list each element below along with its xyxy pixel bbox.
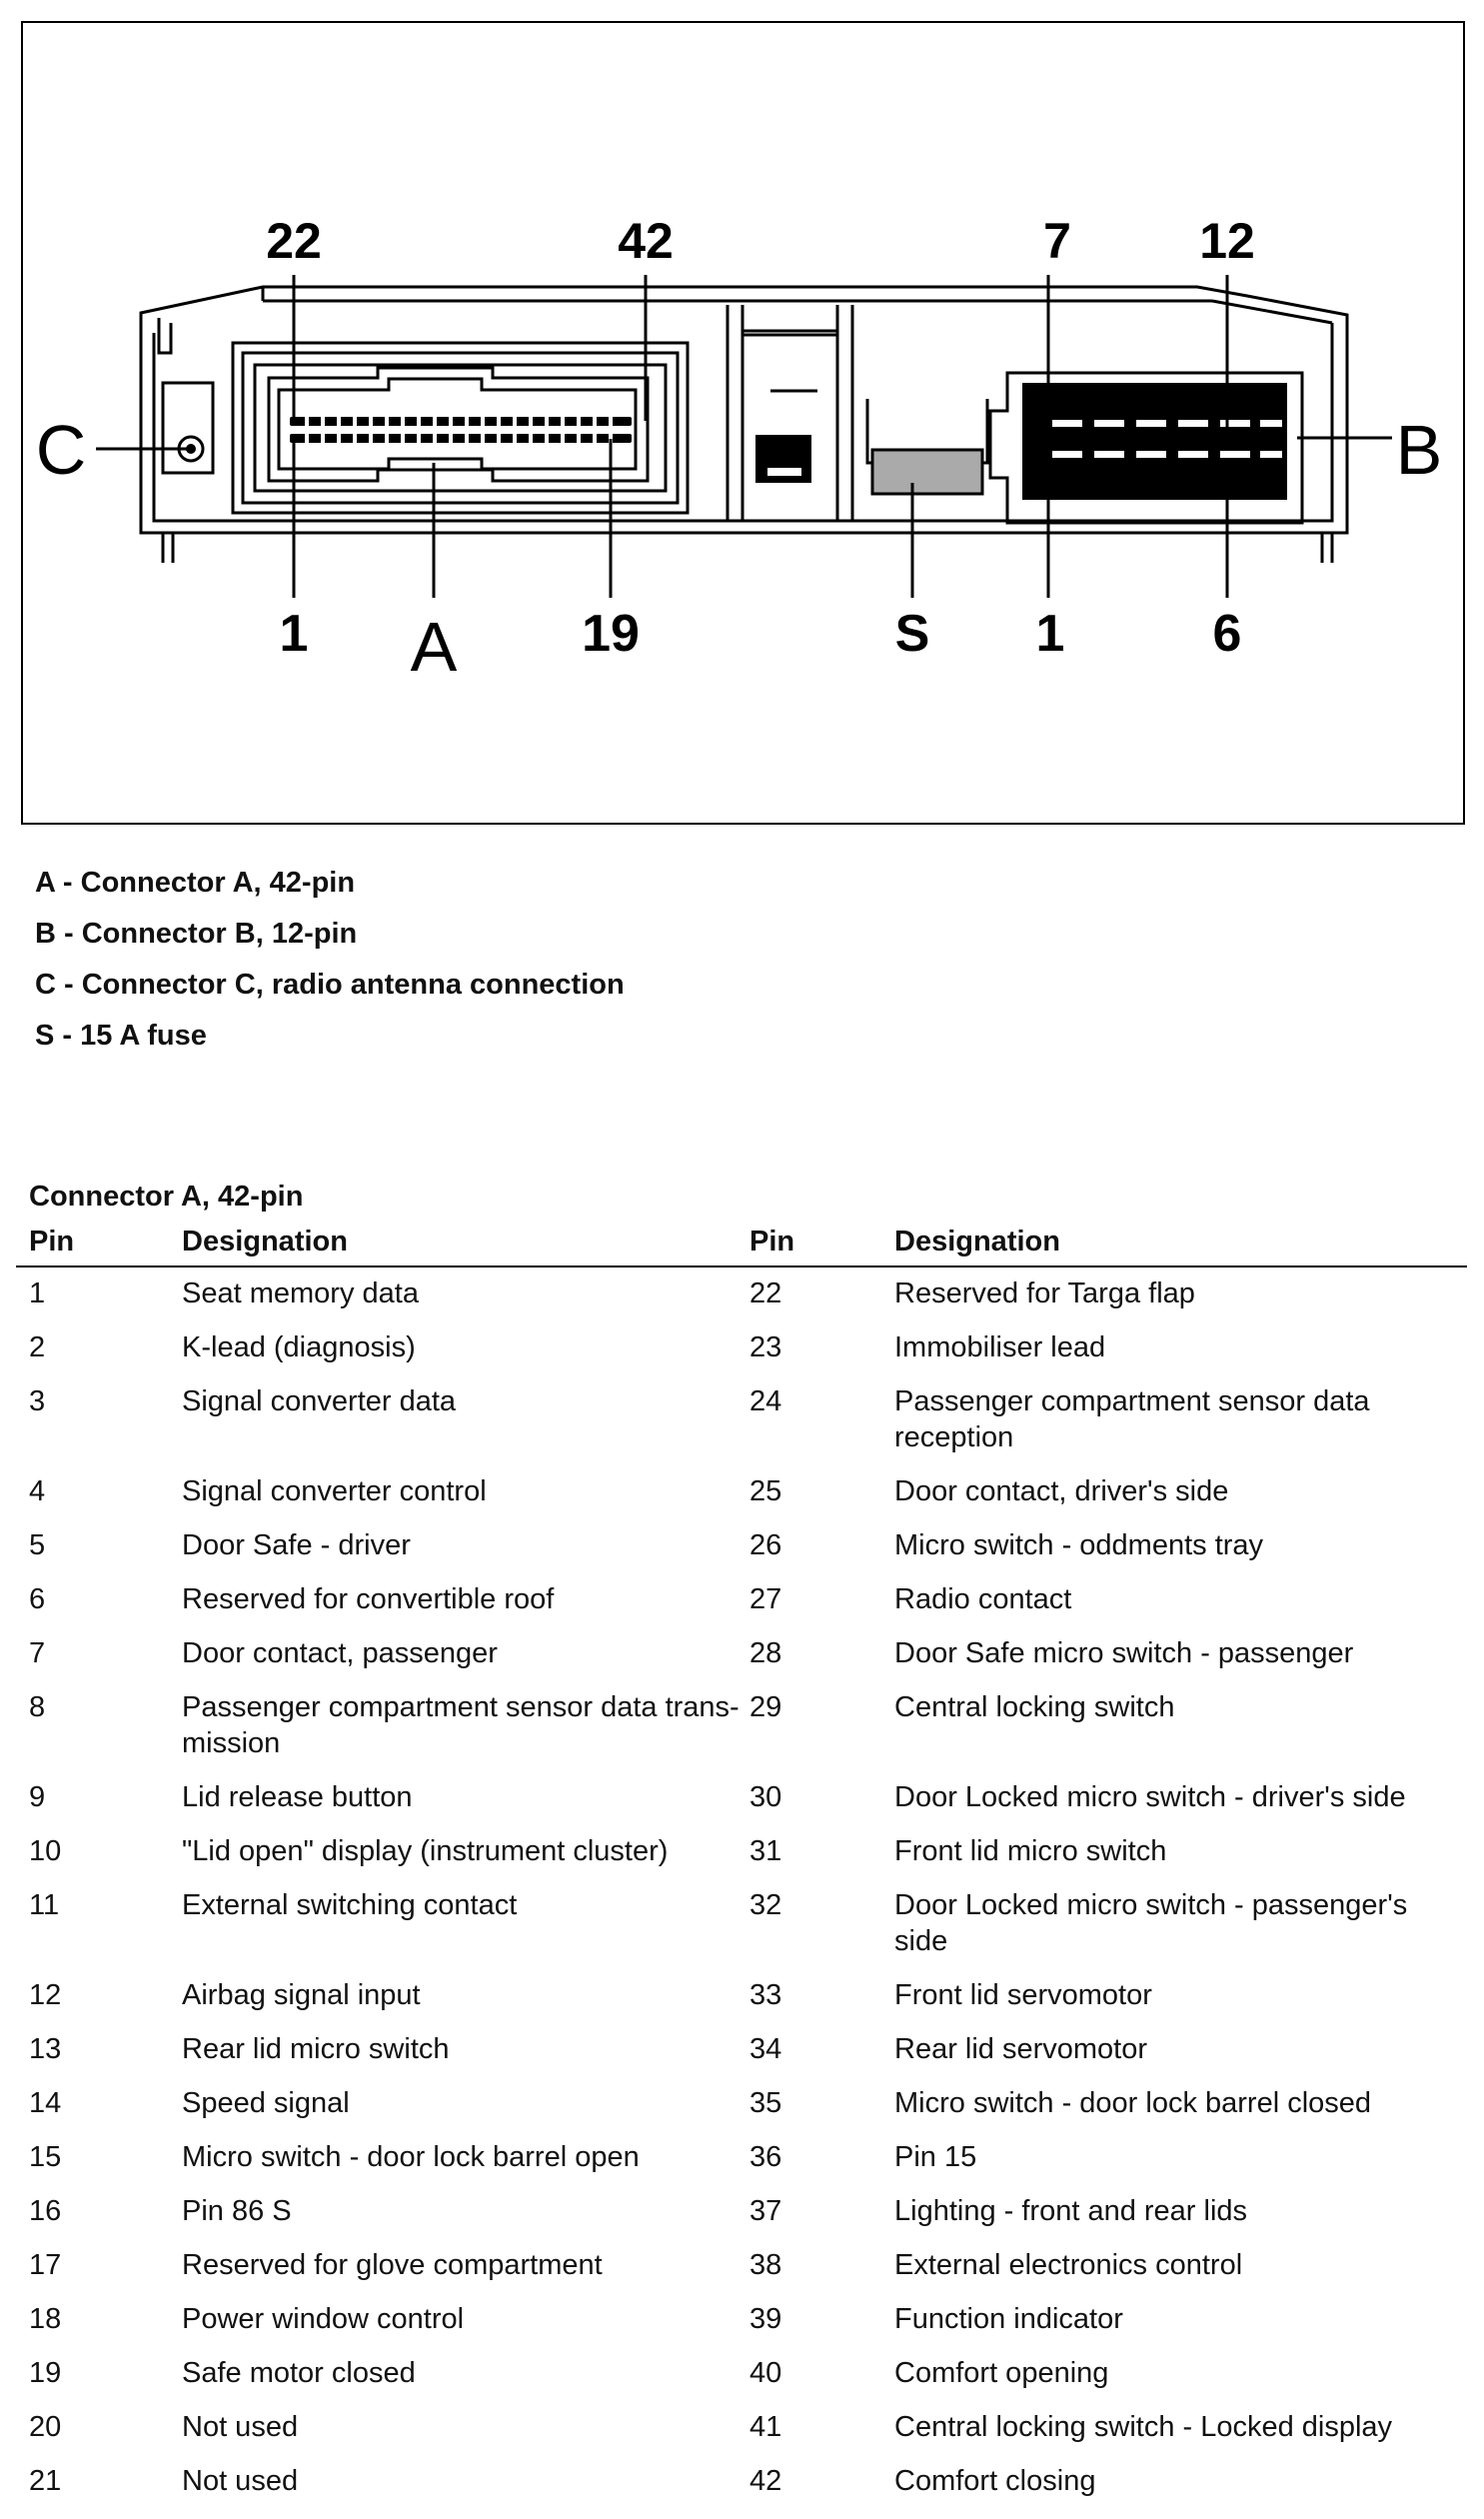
callout-pin-7: 7 xyxy=(1043,213,1071,269)
callout-pin-19: 19 xyxy=(582,605,640,663)
pin-number: 15 xyxy=(29,2141,62,2173)
legend-item: B - Connector B, 12-pin xyxy=(35,918,358,950)
pin-designation: Micro switch - door lock barrel open xyxy=(182,2141,640,2173)
pin-designation: Door contact, driver's side xyxy=(894,1475,1229,1507)
switch-slot xyxy=(767,468,801,476)
pin-designation: Micro switch - door lock barrel closed xyxy=(894,2087,1372,2119)
pin-designation: Lighting - front and rear lids xyxy=(894,2195,1248,2227)
pin-number: 8 xyxy=(29,1691,46,1723)
table-header-row xyxy=(16,1219,1467,1267)
pin-number: 7 xyxy=(29,1637,46,1669)
pin-designation: Front lid servomotor xyxy=(894,1979,1152,2011)
pin-number: 34 xyxy=(749,2033,782,2065)
pin-designation: Door Locked micro switch - driver's side xyxy=(894,1781,1406,1813)
pin-number: 21 xyxy=(29,2465,62,2497)
table-row xyxy=(16,1321,1467,1375)
legend-item: S - 15 A fuse xyxy=(35,1020,207,1052)
header-designation: Designation xyxy=(182,1226,348,1258)
callout-pin-42: 42 xyxy=(618,213,674,269)
middle-section xyxy=(728,305,852,521)
pin-designation: Not used xyxy=(182,2465,299,2497)
pin-designation: Micro switch - oddments tray xyxy=(894,1529,1264,1561)
pin-designation: Lid release button xyxy=(182,1781,413,1813)
connector-b-body xyxy=(1022,383,1287,500)
pin-designation: Reserved for convertible roof xyxy=(182,1583,555,1615)
table-row xyxy=(16,1681,1467,1771)
pin-designation: Not used xyxy=(182,2411,299,2443)
callout-pin-1-connector-a: 1 xyxy=(279,605,309,663)
table-row xyxy=(16,2185,1467,2239)
table-row xyxy=(16,1969,1467,2023)
pin-number: 37 xyxy=(749,2195,782,2227)
callout-pin-1-connector-b: 1 xyxy=(1035,605,1065,663)
pin-number: 25 xyxy=(749,1475,782,1507)
pin-number: 3 xyxy=(29,1385,46,1417)
table-row xyxy=(16,1375,1467,1465)
pin-designation: Rear lid servomotor xyxy=(894,2033,1148,2065)
pin-number: 19 xyxy=(29,2357,62,2389)
pin-number: 31 xyxy=(749,1835,782,1867)
pin-designation: Power window control xyxy=(182,2303,465,2335)
pin-designation: Function indicator xyxy=(894,2303,1123,2335)
pin-designation: External switching contact xyxy=(182,1889,518,1921)
pin-number: 42 xyxy=(749,2465,782,2497)
pin-number: 22 xyxy=(749,1277,782,1309)
pin-designation: Reserved for Targa flap xyxy=(894,1277,1195,1309)
pin-designation: External electronics control xyxy=(894,2249,1243,2281)
pin-number: 30 xyxy=(749,1781,782,1813)
pin-designation: Front lid micro switch xyxy=(894,1835,1167,1867)
table-body xyxy=(16,1267,1467,2509)
callout-label-c: C xyxy=(35,411,87,489)
pin-designation: "Lid open" display (instrument cluster) xyxy=(182,1835,669,1867)
table-row xyxy=(16,2131,1467,2185)
pin-number: 41 xyxy=(749,2411,782,2443)
pin-designation: Central locking switch xyxy=(894,1691,1175,1723)
table-row xyxy=(16,2239,1467,2293)
table-row xyxy=(16,1771,1467,1825)
table-row xyxy=(16,2455,1467,2509)
connector-figure xyxy=(21,21,1465,825)
pin-number: 18 xyxy=(29,2303,62,2335)
pin-designation: Comfort opening xyxy=(894,2357,1109,2389)
pin-designation: Pin 15 xyxy=(894,2141,977,2173)
pin-number: 14 xyxy=(29,2087,62,2119)
pin-number: 35 xyxy=(749,2087,782,2119)
pin-number: 33 xyxy=(749,1979,782,2011)
pin-number: 36 xyxy=(749,2141,782,2173)
header-pin: Pin xyxy=(749,1226,795,1258)
table-row xyxy=(16,1519,1467,1573)
pin-designation: Immobiliser lead xyxy=(894,1331,1106,1363)
pin-number: 12 xyxy=(29,1979,62,2011)
pin-designation: K-lead (diagnosis) xyxy=(182,1331,416,1363)
pin-designation: Door Safe micro switch - passenger xyxy=(894,1637,1354,1669)
pin-number: 17 xyxy=(29,2249,62,2281)
pin-number: 4 xyxy=(29,1475,46,1507)
callout-label-s: S xyxy=(894,605,930,663)
pin-number: 26 xyxy=(749,1529,782,1561)
header-designation: Designation xyxy=(894,1226,1060,1258)
table-row xyxy=(16,1627,1467,1681)
pin-number: 6 xyxy=(29,1583,46,1615)
pin-designation: Rear lid micro switch xyxy=(182,2033,450,2065)
legend xyxy=(35,858,625,1062)
pin-designation: Central locking switch - Locked display xyxy=(894,2411,1393,2443)
pin-number: 38 xyxy=(749,2249,782,2281)
pin-number: 39 xyxy=(749,2303,782,2335)
pin-number: 28 xyxy=(749,1637,782,1669)
pin-designation: Passenger compartment sensor data reception xyxy=(894,1385,1370,1453)
pin-designation: Door contact, passenger xyxy=(182,1637,498,1669)
table-row xyxy=(16,1267,1467,1321)
pin-number: 2 xyxy=(29,1331,46,1363)
table-row xyxy=(16,2077,1467,2131)
pin-number: 20 xyxy=(29,2411,62,2443)
pin-number: 9 xyxy=(29,1781,46,1813)
table-row xyxy=(16,1825,1467,1879)
pin-number: 29 xyxy=(749,1691,782,1723)
pin-designation: Speed signal xyxy=(182,2087,350,2119)
pin-designation: Door Locked micro switch - passenger's side xyxy=(894,1889,1408,1957)
pin-designation: Door Safe - driver xyxy=(182,1529,411,1561)
fuse-s xyxy=(867,399,987,494)
pin-designation: Safe motor closed xyxy=(182,2357,416,2389)
table-row xyxy=(16,2293,1467,2347)
header-pin: Pin xyxy=(29,1226,75,1258)
callout-label-a: A xyxy=(410,608,458,686)
connector-a xyxy=(233,343,688,513)
pin-number: 32 xyxy=(749,1889,782,1921)
table-title: Connector A, 42-pin xyxy=(29,1181,304,1213)
pin-designation: Radio contact xyxy=(894,1583,1072,1615)
pin-designation: Signal converter data xyxy=(182,1385,457,1417)
table-row xyxy=(16,1573,1467,1627)
legend-item: A - Connector A, 42-pin xyxy=(35,867,356,899)
pin-designation: Passenger compartment sensor data trans- mission xyxy=(182,1691,740,1759)
table-row xyxy=(16,2401,1467,2455)
connector-c xyxy=(163,383,213,473)
pin-designation: Seat memory data xyxy=(182,1277,419,1309)
pin-number: 5 xyxy=(29,1529,46,1561)
pin-number: 24 xyxy=(749,1385,782,1417)
legend-item: C - Connector C, radio antenna connection xyxy=(35,969,625,1001)
callout-pin-6: 6 xyxy=(1212,605,1242,663)
pin-designation: Pin 86 S xyxy=(182,2195,292,2227)
table-row xyxy=(16,1879,1467,1969)
pin-assignment-table xyxy=(16,1175,1467,2509)
pin-number: 40 xyxy=(749,2357,782,2389)
pin-designation: Comfort closing xyxy=(894,2465,1096,2497)
pin-designation: Airbag signal input xyxy=(182,1979,421,2011)
pin-designation: Signal converter control xyxy=(182,1475,487,1507)
callout-pin-12: 12 xyxy=(1199,213,1255,269)
pin-number: 1 xyxy=(29,1277,46,1309)
control-unit-diagram xyxy=(23,23,1463,823)
pin-number: 11 xyxy=(29,1889,60,1921)
pin-number: 16 xyxy=(29,2195,62,2227)
pin-number: 10 xyxy=(29,1835,62,1867)
pin-number: 23 xyxy=(749,1331,782,1363)
pin-number: 27 xyxy=(749,1583,782,1615)
pin-number: 13 xyxy=(29,2033,62,2065)
table-row xyxy=(16,2347,1467,2401)
pin-designation: Reserved for glove compartment xyxy=(182,2249,603,2281)
table-row xyxy=(16,1465,1467,1519)
table-row xyxy=(16,2023,1467,2077)
callout-pin-22: 22 xyxy=(266,213,322,269)
callout-label-b: B xyxy=(1395,411,1443,489)
